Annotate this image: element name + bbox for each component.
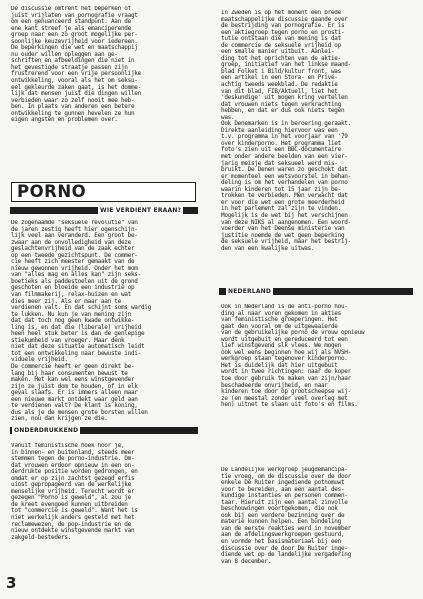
netherlands-heading: NEDERLAND — [228, 288, 272, 295]
who-earns-text: De zogenaamde "seksuele revolutie" van de jaren zestig heeft hier ogenschijn- lijk veel aan veranderd. Een groot be- zwaar aan de onvolledigheid van deze geslachtenvrijheid van de zaak echter op een tweede gezichtspunt. De commer- cie heeft zich meester gemaakt van de nieuw gewonnen vrijheid. Onder het mom van "alles mag en alles kan" zijn seks- boetieks als paddestoelen uit de grond geschoten en bloeide een industrie op van filmmakerij, relax-huizen en wat dies meer zij. Als er maar aan te verdienen valt. En dat schijnt soms wardig te lukken. Nu kun je van mening zijn dat dat toch nog geen kwade ontwikke- ling is, en dat die (liberale) vrijheid heen heel stuk beter is dan de genlepige stiekumheid van vroeger. Maar denk niet dat deze situatie automatisch leidt tot een ontwikkeling naar bewuste indi- viduele vrijheid. De commercie heeft er geen direkt be- lang bij haar consumenten bewust te maken. Het kan wel eens winstgevender zijn ze juist dom te houden, of in elk geval slaafs. Er is immers alleen maar een nieuwe markt ontdekt waar geld aan te verdienen valt? De klant is koning, dus als je de mensen grote borsten willen zien, nou dan krijgen ze die. — [11, 220, 151, 423]
page-number: 3 — [6, 574, 17, 592]
who-earns-heading: WIE VERDIENT ERAAN? — [100, 207, 182, 214]
closing-text: De Landelijke werkgroep jeugdemancipa- tie vroeg, om de discussie over de door enkele De Ruiter ingediende potnomuwt voor te bereiden, aan een aantal des- kundige instanties en personen commen- taar. Hieruit zijn een aantal zinvolle beschouwingen voortgekomen, die ook ook bij een verdere bezinning over de materie kunnen helpen. Een bundeling van de eerste reakties werd in november aan de afdelingswerkgroepen gestuurd, en vormde het basismateriaal bij een discussie over de door De Ruiter inge- diende wet op de landelijke vergadering van 8 december. — [221, 467, 351, 565]
oppressed-heading: ONDERDRUKKEND — [14, 427, 79, 434]
netherlands-text: Ook in Nederland is de anti-porno hou- ding al naar voren gekomen in akties van feministische groeperingen. Het gaat den vooral om de uitgewaaierde van de gebruikelijke porno de vrouw opnieuw wordt uitgebuit en gereduceerd tot een lief winstgevend slk vlees. We mogen ook wel eens beginnen hoe wij als NVSH- werkgroep staan tegenover kinderporno. Het is duidelijk dat hier uitgebuit wordt in twee richtingen: naar de koper toe door gebruik te maken van zijn/haar beschadeerde onvrijheid, en naar kinderen toe door op grootscheepse wij- ze (en meestal zonder veel overleg met hen) uitnet te slaan uit foto's en films. — [221, 304, 365, 409]
porno-title: PORNO — [11, 182, 196, 202]
right-intro-text: In Zweden is op het moment een brede maatschappelijke discussie gaande over de bestrijding van pornografie. Er is een aktiegroep tegen porno en prosti- tutie ontstaan die van mening is dat de commercie de seksuele vrijheid op een smalle manier uitbuit. Aanlei- ding tot het oprichten van de aktie- groep, initiatief van het linkse maand- blad Folket i Bild/kultur front, was een artikel in een Stora- en Privé- achtig tweeds weekblad. De redaktie van dit blad, FIB/Aktuell, liet het 'deskundige' uit mogen kring vertellen dat vrouwen niets tegen verkrachting hebben, en dat er dus ook niets tegen was. Ook Denemarken is in beroering geraakt. Direkte aanleiding hiervoor was een t.v. programma in het voorjaar van '79 over kinderporno. Het programma liet foto's zien uit een BBC-documentaire met onder andere beelden van een vier- jarig meisje dat seksueel werd mis- bruikt. De Denen waren zo geschokt dat er momenteel een wetsvoorstel in behan- deling is om het verhandelen van porno waarin kinderen tot 15 jaar zijn be- trokken te verbieden. Men verwacht dat er voor die wet een grote meerderheid in het parlement zal zijn te vinden. Mogelijk is de wet bij het verschijnen van deze NIKS al aangenomen. Een woord- voerder van het Deense ministerie van justitie noemde de wet geen beperking de seksuele vrijheid, maar het bestrij- den van een kwalijke uitwas. — [221, 10, 351, 252]
left-intro-text: De discussie omtrent het beperken of juist vrijlaten van pornografie vraagt om een genuanceerd standpunt. Aan de ene kant streef je als emanciperende groep naar een zo groot mogelijke per- soonlijke keuzevrijheid voor iedereen. De beperkingen die wet en maatschappij nu ouder willen opleggen aan ge- schriften en afbeeldingen die niet in het gevestigde straatje passen zijn frustrerend voor een vrije persoonlijke ontwikkeling, vooral als het om seksu- eel gekleurde zaken gaat, is het domme- lijk dat mensen juist die dingen willen verbieden waar zo zelf nooit mee heb- ben. In plaats van anderen een betere ontwikkeling te gunnen hevelen ze hun eigen angsten en problemen over. — [11, 6, 141, 124]
oppressed-text: Vanuit feministische hoek hoor je, in binnen- en buitenland, steeds meer stemmen tegen de porno-industrie. Om- dat vrouwen erdoor opnieuw in een on- derdrukte positie worden gedrongen, en omdat er op zijn zachtst gezegd erfis uiost gepropageerd van de werkelijke menselijke vrijheid. Terecht wordt er gezegen "Porno is geweld", al zou je de kreet evengoed kunnen uitbreiden tot "commercie is geweld". Want het is niet werkelijk anders gesteld met het reclamewezen, de pop-industrie en de nieuw ontdekte winstgevende markt van zakgeld-besteders. — [11, 443, 138, 541]
